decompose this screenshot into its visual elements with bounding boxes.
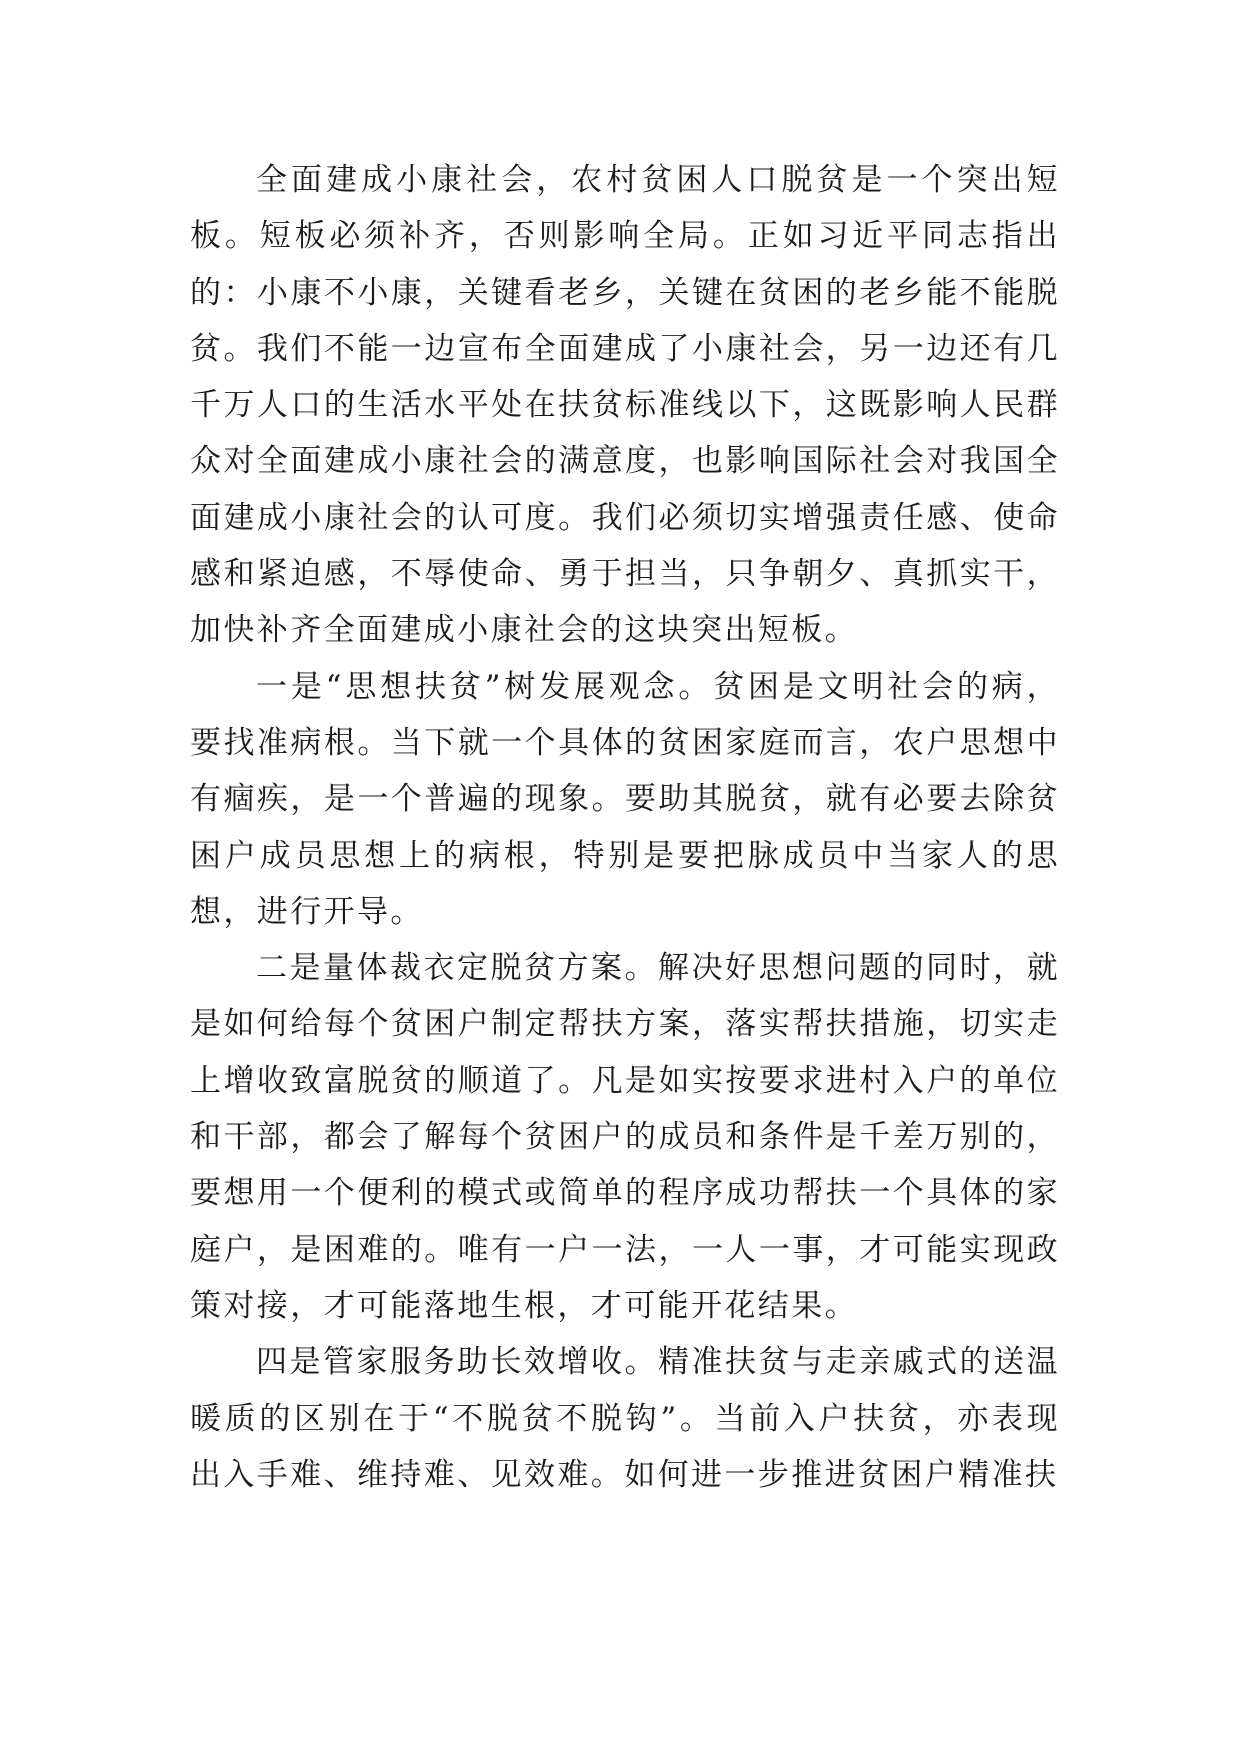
paragraph-point-one: 一是“思想扶贫”树发展观念。贫困是文明社会的病，要找准病根。当下就一个具体的贫困家庭而言，农户思想中有痼疾，是一个普遍的现象。要助其脱贫，就有必要去除贫困户成员思想上的病根，特别是要把脉成员中当家人的思想，进行开导。 bbox=[190, 668, 1060, 930]
paragraph-intro: 全面建成小康社会，农村贫困人口脱贫是一个突出短板。短板必须补齐，否则影响全局。正如习近平同志指出的：小康不小康，关键看老乡，关键在贫困的老乡能不能脱贫。我们不能一边宣布全面建成了小康社会，另一边还有几千万人口的生活水平处在扶贫标准线以下，这既影响人民群众对全面建成小康社会的满意度，也影响国际社会对我国全面建成小康社会的认可度。我们必须切实增强责任感、使命感和紧迫感，不辱使命、勇于担当，只争朝夕、真抓实干，加快补齐全面建成小康社会的这块突出短板。 bbox=[190, 162, 1060, 649]
paragraph-point-two: 二是量体裁衣定脱贫方案。解决好思想问题的同时，就是如何给每个贫困户制定帮扶方案，落实帮扶措施，切实走上增收致富脱贫的顺道了。凡是如实按要求进村入户的单位和干部，都会了解每个贫困户的成员和条件是千差万别的，要想用一个便利的模式或简单的程序成功帮扶一个具体的家庭户，是困难的。唯有一户一法，一人一事，才可能实现政策对接，才可能落地生根，才可能开花结果。 bbox=[190, 950, 1060, 1324]
paragraph-point-four: 四是管家服务助长效增收。精准扶贫与走亲戚式的送温暖质的区别在于“不脱贫不脱钩”。当前入户扶贫，亦表现出入手难、维持难、见效难。如何进一步推进贫困户精准扶 bbox=[190, 1344, 1060, 1493]
document-body bbox=[190, 152, 1060, 1503]
